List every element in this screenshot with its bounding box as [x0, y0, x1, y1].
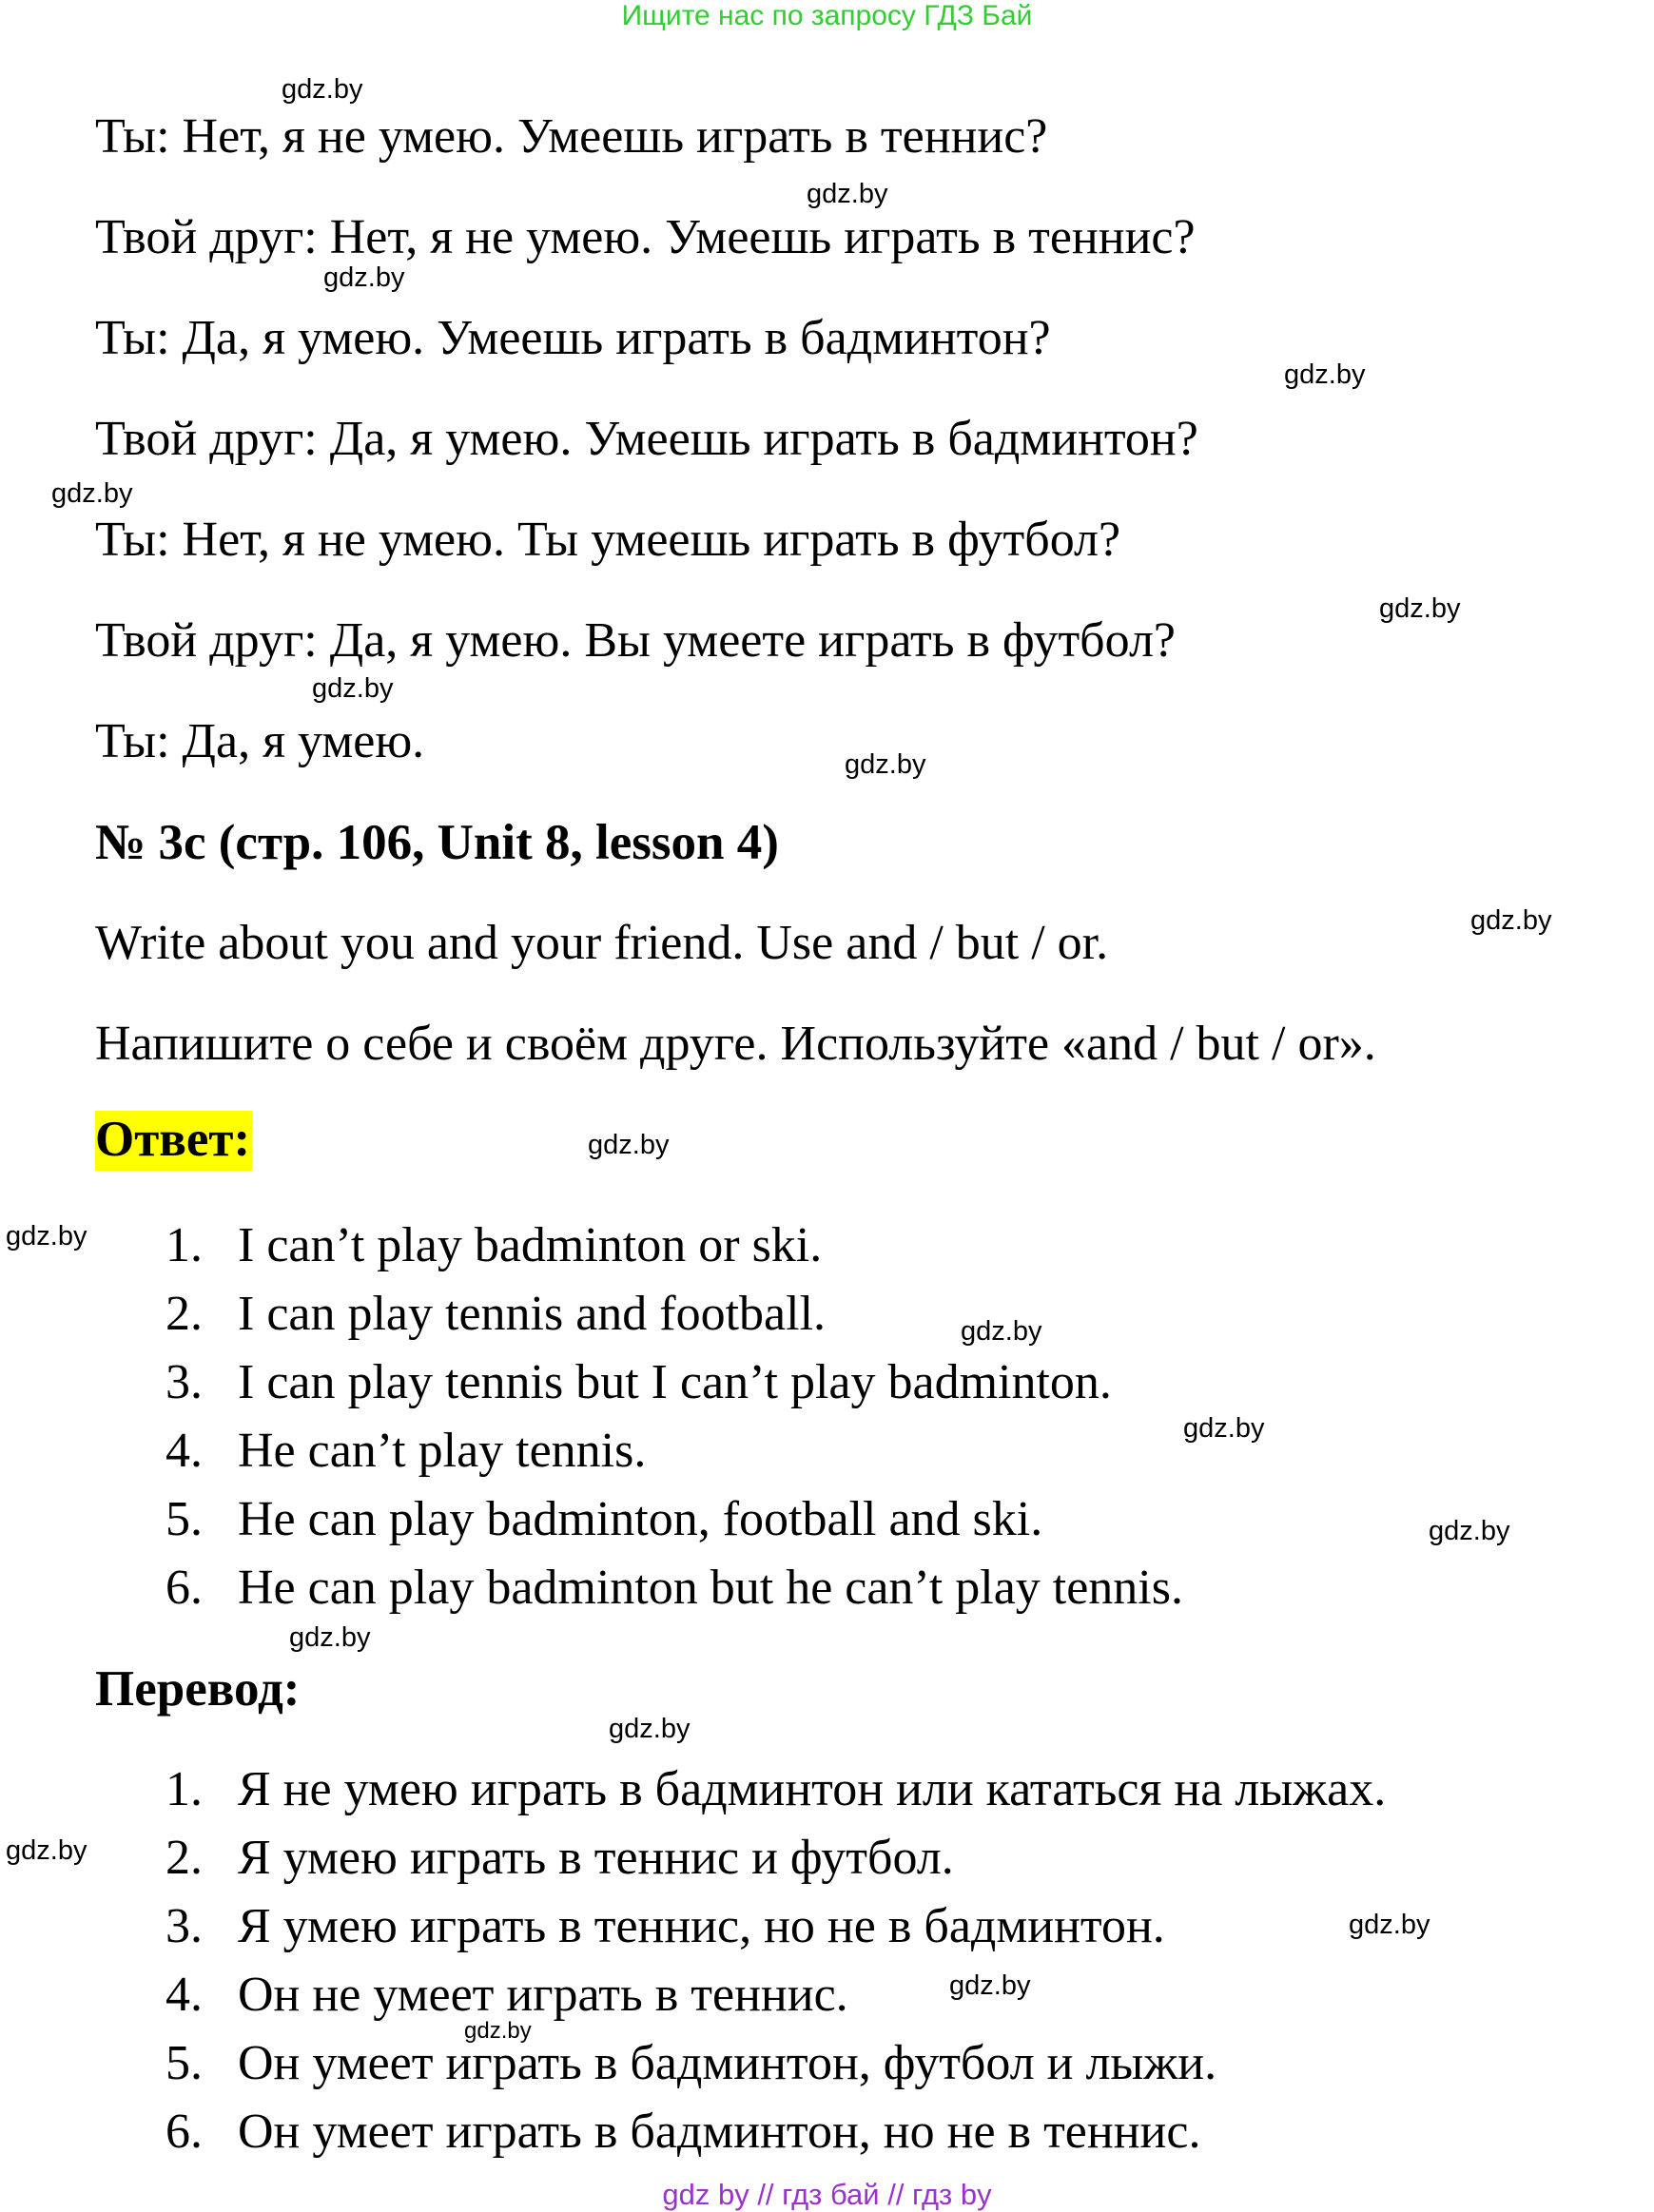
item-text: He can play badminton, football and ski. [238, 1492, 1043, 1546]
item-number: 3. [165, 1899, 203, 1953]
translation-item [165, 1970, 848, 2020]
translation-item [165, 1831, 954, 1885]
item-text: I can play tennis and football. [238, 1287, 827, 1341]
watermark: gdz.by [588, 1130, 670, 1160]
dialogue-line: Ты: Нет, я не умею. Умеешь играть в теннис? [95, 109, 1048, 164]
instruction-en: Write about you and your friend. Use and / but / or. [95, 916, 1109, 970]
dialogue-line: Ты: Нет, я не умею. Ты умеешь играть в футбол? [95, 513, 1121, 567]
translation-item [165, 1899, 1165, 1953]
watermark: gdz.by [1183, 1413, 1265, 1444]
item-text: I can’t play badminton or ski. [238, 1218, 823, 1272]
translation-item [165, 1762, 1387, 1816]
top-banner: Ищите нас по запросу ГДЗ Бай [621, 0, 1033, 31]
watermark: gdz.by [6, 1835, 88, 1866]
watermark: gdz.by [609, 1714, 691, 1744]
watermark: gdz.by [51, 478, 133, 509]
dialogue-line: Ты: Да, я умею. [95, 714, 425, 768]
watermark: gdz.by [1284, 359, 1366, 390]
item-text: He can’t play tennis. [238, 1424, 647, 1478]
item-text: I can play tennis but I can’t play badminton. [238, 1355, 1112, 1409]
answer-item [165, 1492, 1043, 1546]
dialogue-line: Твой друг: Нет, я не умею. Умеешь играть в теннис? [95, 210, 1196, 264]
item-number: 3. [165, 1355, 203, 1409]
translation-label: Перевод: [95, 1661, 301, 1717]
item-number: 6. [165, 2105, 203, 2159]
watermark: gdz.by [464, 2018, 532, 2044]
watermark: gdz.by [845, 749, 926, 780]
watermark: gdz.by [282, 74, 363, 105]
answer-item [165, 1426, 646, 1476]
dialogue-line: Твой друг: Да, я умею. Вы умеете играть в футбол? [95, 613, 1176, 668]
watermark: gdz.by [312, 673, 394, 704]
watermark: gdz.by [961, 1316, 1042, 1347]
item-number: 4. [165, 1424, 203, 1478]
watermark: gdz.by [807, 179, 888, 209]
watermark: gdz.by [1429, 1516, 1510, 1546]
item-number: 2. [165, 1831, 203, 1885]
item-number: 5. [165, 1492, 203, 1546]
answer-item [165, 1218, 823, 1272]
translation-item [165, 2107, 1200, 2157]
dialogue-line: Твой друг: Да, я умею. Умеешь играть в бадминтон? [95, 412, 1198, 466]
instruction-ru: Напишите о себе и своём друге. Используйте «and / but / or». [95, 1017, 1376, 1071]
item-text: Он умеет играть в бадминтон, футбол и лыжи. [238, 2036, 1217, 2090]
item-text: He can play badminton but he can’t play tennis. [238, 1561, 1183, 1615]
item-number: 6. [165, 1561, 203, 1615]
item-text: Я не умею играть в бадминтон или кататься на лыжах. [238, 1762, 1387, 1816]
answer-label: Ответ: [95, 1111, 252, 1171]
bottom-banner: gdz by // гдз бай // гдз by [662, 2178, 992, 2211]
watermark: gdz.by [6, 1221, 88, 1252]
item-number: 4. [165, 1968, 203, 2022]
watermark: gdz.by [323, 262, 405, 293]
answer-item [165, 1355, 1112, 1409]
task-heading: № 3c (стр. 106, Unit 8, lesson 4) [95, 815, 779, 870]
item-text: Я умею играть в теннис, но не в бадминтон. [238, 1899, 1165, 1953]
item-number: 5. [165, 2036, 203, 2090]
watermark: gdz.by [1470, 905, 1552, 936]
watermark: gdz.by [289, 1622, 371, 1653]
item-number: 1. [165, 1762, 203, 1816]
item-number: 1. [165, 1218, 203, 1272]
watermark: gdz.by [1349, 1910, 1430, 1940]
answer-item [165, 1287, 827, 1341]
item-text: Он умеет играть в бадминтон, но не в теннис. [238, 2105, 1201, 2159]
item-text: Он не умеет играть в теннис. [238, 1968, 848, 2022]
item-text: Я умею играть в теннис и футбол. [238, 1831, 954, 1885]
watermark: gdz.by [1379, 593, 1461, 624]
translation-item [165, 2036, 1217, 2090]
answer-item [165, 1563, 1183, 1613]
watermark: gdz.by [949, 1970, 1031, 2001]
item-number: 2. [165, 1287, 203, 1341]
dialogue-line: Ты: Да, я умею. Умеешь играть в бадминтон? [95, 311, 1051, 365]
